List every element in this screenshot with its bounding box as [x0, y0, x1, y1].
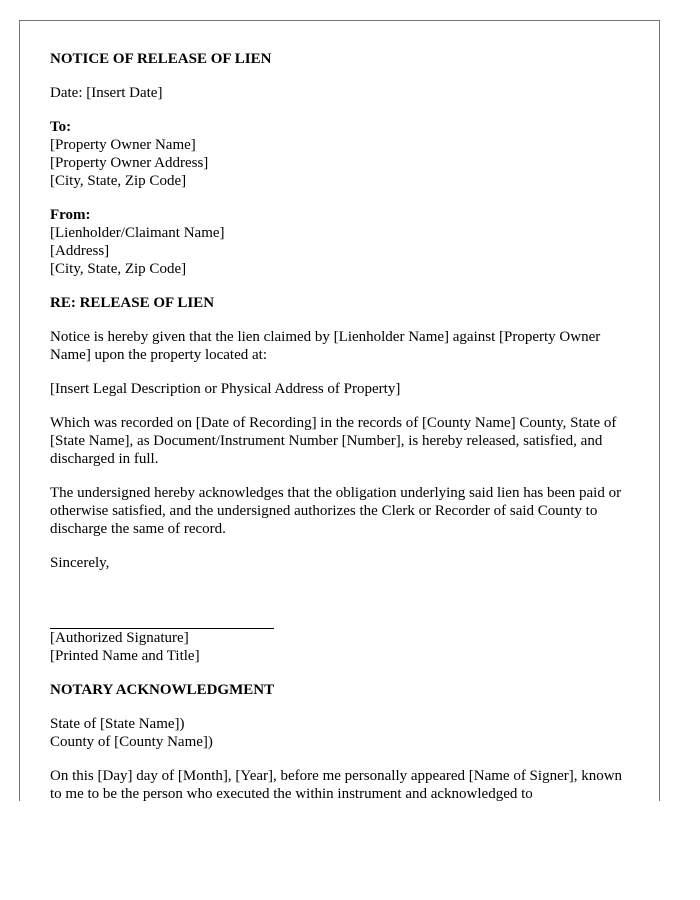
signature-space — [50, 588, 630, 628]
paragraph-property: [Insert Legal Description or Physical Address of Property] — [50, 381, 401, 397]
document-body — [50, 50, 630, 801]
notary-state: State of [State Name]) — [50, 716, 185, 732]
to-label: To: — [50, 119, 72, 135]
to-owner-address: [Property Owner Address] — [50, 155, 209, 171]
authorized-signature: [Authorized Signature] — [50, 630, 189, 646]
from-city-state-zip: [City, State, Zip Code] — [50, 261, 187, 277]
from-block — [50, 206, 630, 278]
document-title: NOTICE OF RELEASE OF LIEN — [50, 51, 272, 67]
printed-name-title: [Printed Name and Title] — [50, 648, 200, 664]
paragraph-notice: Notice is hereby given that the lien claimed by [Lienholder Name] against [Property Owner Name] upon the property located at: — [50, 329, 601, 363]
re-heading: RE: RELEASE OF LIEN — [50, 295, 215, 311]
notary-venue — [50, 715, 630, 751]
notary-heading: NOTARY ACKNOWLEDGMENT — [50, 682, 275, 698]
date-line: Date: [Insert Date] — [50, 85, 163, 101]
from-label: From: — [50, 207, 91, 223]
from-claimant-name: [Lienholder/Claimant Name] — [50, 225, 225, 241]
to-owner-name: [Property Owner Name] — [50, 137, 196, 153]
to-city-state-zip: [City, State, Zip Code] — [50, 173, 187, 189]
closing: Sincerely, — [50, 555, 110, 571]
to-block — [50, 118, 630, 190]
notary-county: County of [County Name]) — [50, 734, 213, 750]
document-page — [19, 20, 660, 801]
paragraph-recording: Which was recorded on [Date of Recording] in the records of [County Name] County, State of [State Name], as Document/Instrument Number [Number], is hereby released, satisfied, and discharged in full. — [50, 415, 617, 467]
signature-block — [50, 629, 630, 665]
paragraph-acknowledgment: The undersigned hereby acknowledges that the obligation underlying said lien has been paid or otherwise satisfied, and the undersigned authorizes the Clerk or Recorder of said County to discharge the same of record. — [50, 485, 622, 537]
notary-paragraph: On this [Day] day of [Month], [Year], before me personally appeared [Name of Signer], known to me to be the person who executed the within instrument and acknowledged to — [50, 768, 623, 801]
from-address: [Address] — [50, 243, 110, 259]
